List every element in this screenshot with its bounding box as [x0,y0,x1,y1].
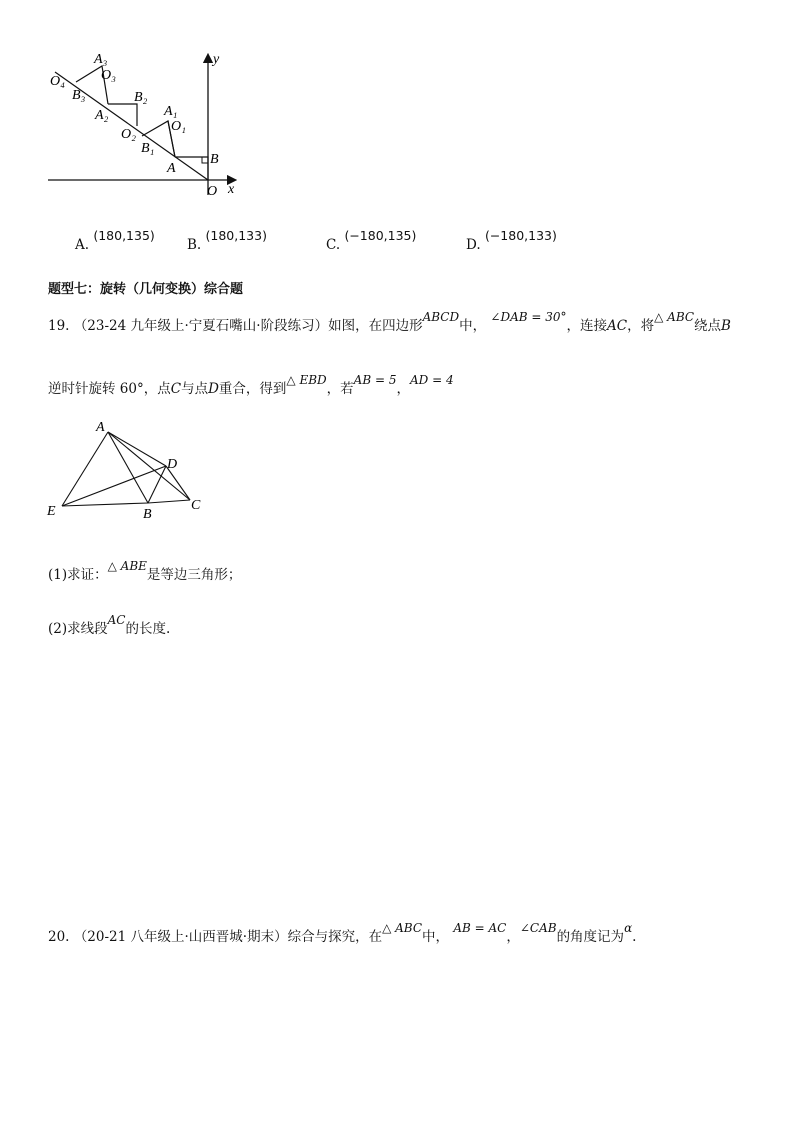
q20-tri: △ ABC [382,921,423,935]
q19-ruo: ，若 [326,381,354,397]
fig2-label-a: A [96,420,105,435]
option-c[interactable] [326,228,417,254]
q20-source: （20-21 八年级上·山西晋城·期末）综合与探究，在 [73,929,383,945]
q20-line [48,921,637,946]
q19-part1-prefix: (1)求证： [48,567,108,583]
label-b: B [210,152,219,167]
label-o1: O₁ [171,119,186,134]
label-a1: A₁ [164,104,178,119]
fig2-label-d: D [167,457,178,472]
q20-angle: ∠CAB [519,921,557,935]
q19-ab5: AB = 5 [353,373,397,387]
label-b1: B₁ [141,141,155,156]
q20-period: . [632,929,637,945]
label-o: O [207,184,218,199]
label-x: x [228,182,235,197]
q19-ad4: AD = 4 [409,373,454,387]
q19-line2-a: 逆时针旋转 60°，点 [48,381,171,397]
q19-d: D [208,381,219,397]
q19-source: （23-24 九年级上·宁夏石嘴山·阶段练习）如图，在四边形 [73,318,423,334]
q19-part2-suffix: 的长度. [125,621,171,637]
label-y: y [213,52,220,67]
label-o3: O₃ [101,68,116,83]
option-a[interactable] [75,228,155,254]
q19-line1 [48,310,731,335]
q19-line2 [48,373,454,398]
q19-comma: ， [396,381,410,397]
q19-yu: 与点 [181,381,209,397]
q19-tri-ebd: △ EBD [286,373,327,387]
q20-abac: AB = AC [453,921,507,935]
q19-angle: ∠DAB = 30° [490,310,567,324]
q19-b: B [721,318,731,334]
q20-alpha: α [624,921,633,935]
triangle-2 [108,104,137,126]
option-c-value: (−180,135) [344,228,417,243]
q19-c: C [170,381,182,397]
q19-jiang: ，将 [627,318,655,334]
label-a2: A₂ [95,108,109,123]
option-b-value: (180,133) [205,228,267,243]
label-a: A [167,161,176,176]
label-b2: B₂ [134,90,148,105]
right-angle-mark [202,157,208,163]
option-a-letter: A. [75,237,90,253]
fig2-label-c: C [191,498,201,513]
q19-around: 绕点 [694,318,722,334]
option-b-letter: B. [187,237,202,253]
q20-suffix: 的角度记为 [556,929,625,945]
option-a-value: (180,135) [93,228,155,243]
label-o2: O₂ [121,127,136,142]
q19-part1-suffix: 是等边三角形； [146,567,242,583]
q19-coincide: 重合，得到 [218,381,287,397]
section-title: 题型七：旋转（几何变换）综合题 [48,282,244,297]
rotation-staircase-figure [40,50,260,200]
q19-part2-prefix: (2)求线段 [48,621,108,637]
q19-ac: AC [607,318,628,334]
q19-tri-abc: △ ABC [654,310,695,324]
option-d[interactable] [466,228,557,254]
option-b[interactable] [187,228,267,254]
q20-zhong: 中， [422,929,450,945]
q20-comma: ， [506,929,520,945]
quadrilateral-figure [40,415,210,525]
fig2-label-b: B [143,507,152,522]
q19-part1 [48,559,242,584]
q19-part2-ac: AC [107,613,126,627]
label-b3: B₃ [72,88,86,103]
q19-connect: ，连接 [566,318,608,334]
q19-zhong: 中， [459,318,487,334]
q19-number: 19. [48,318,70,334]
q19-part1-tri: △ ABE [107,559,147,573]
q19-quad: ABCD [422,310,460,324]
fig2-label-e: E [47,504,56,519]
q19-part2 [48,613,171,638]
label-o4: O₄ [50,74,65,89]
q20-number: 20. [48,929,70,945]
option-d-letter: D. [466,237,481,253]
option-c-letter: C. [326,237,341,253]
label-a3: A₃ [94,52,108,67]
option-d-value: (−180,133) [484,228,557,243]
